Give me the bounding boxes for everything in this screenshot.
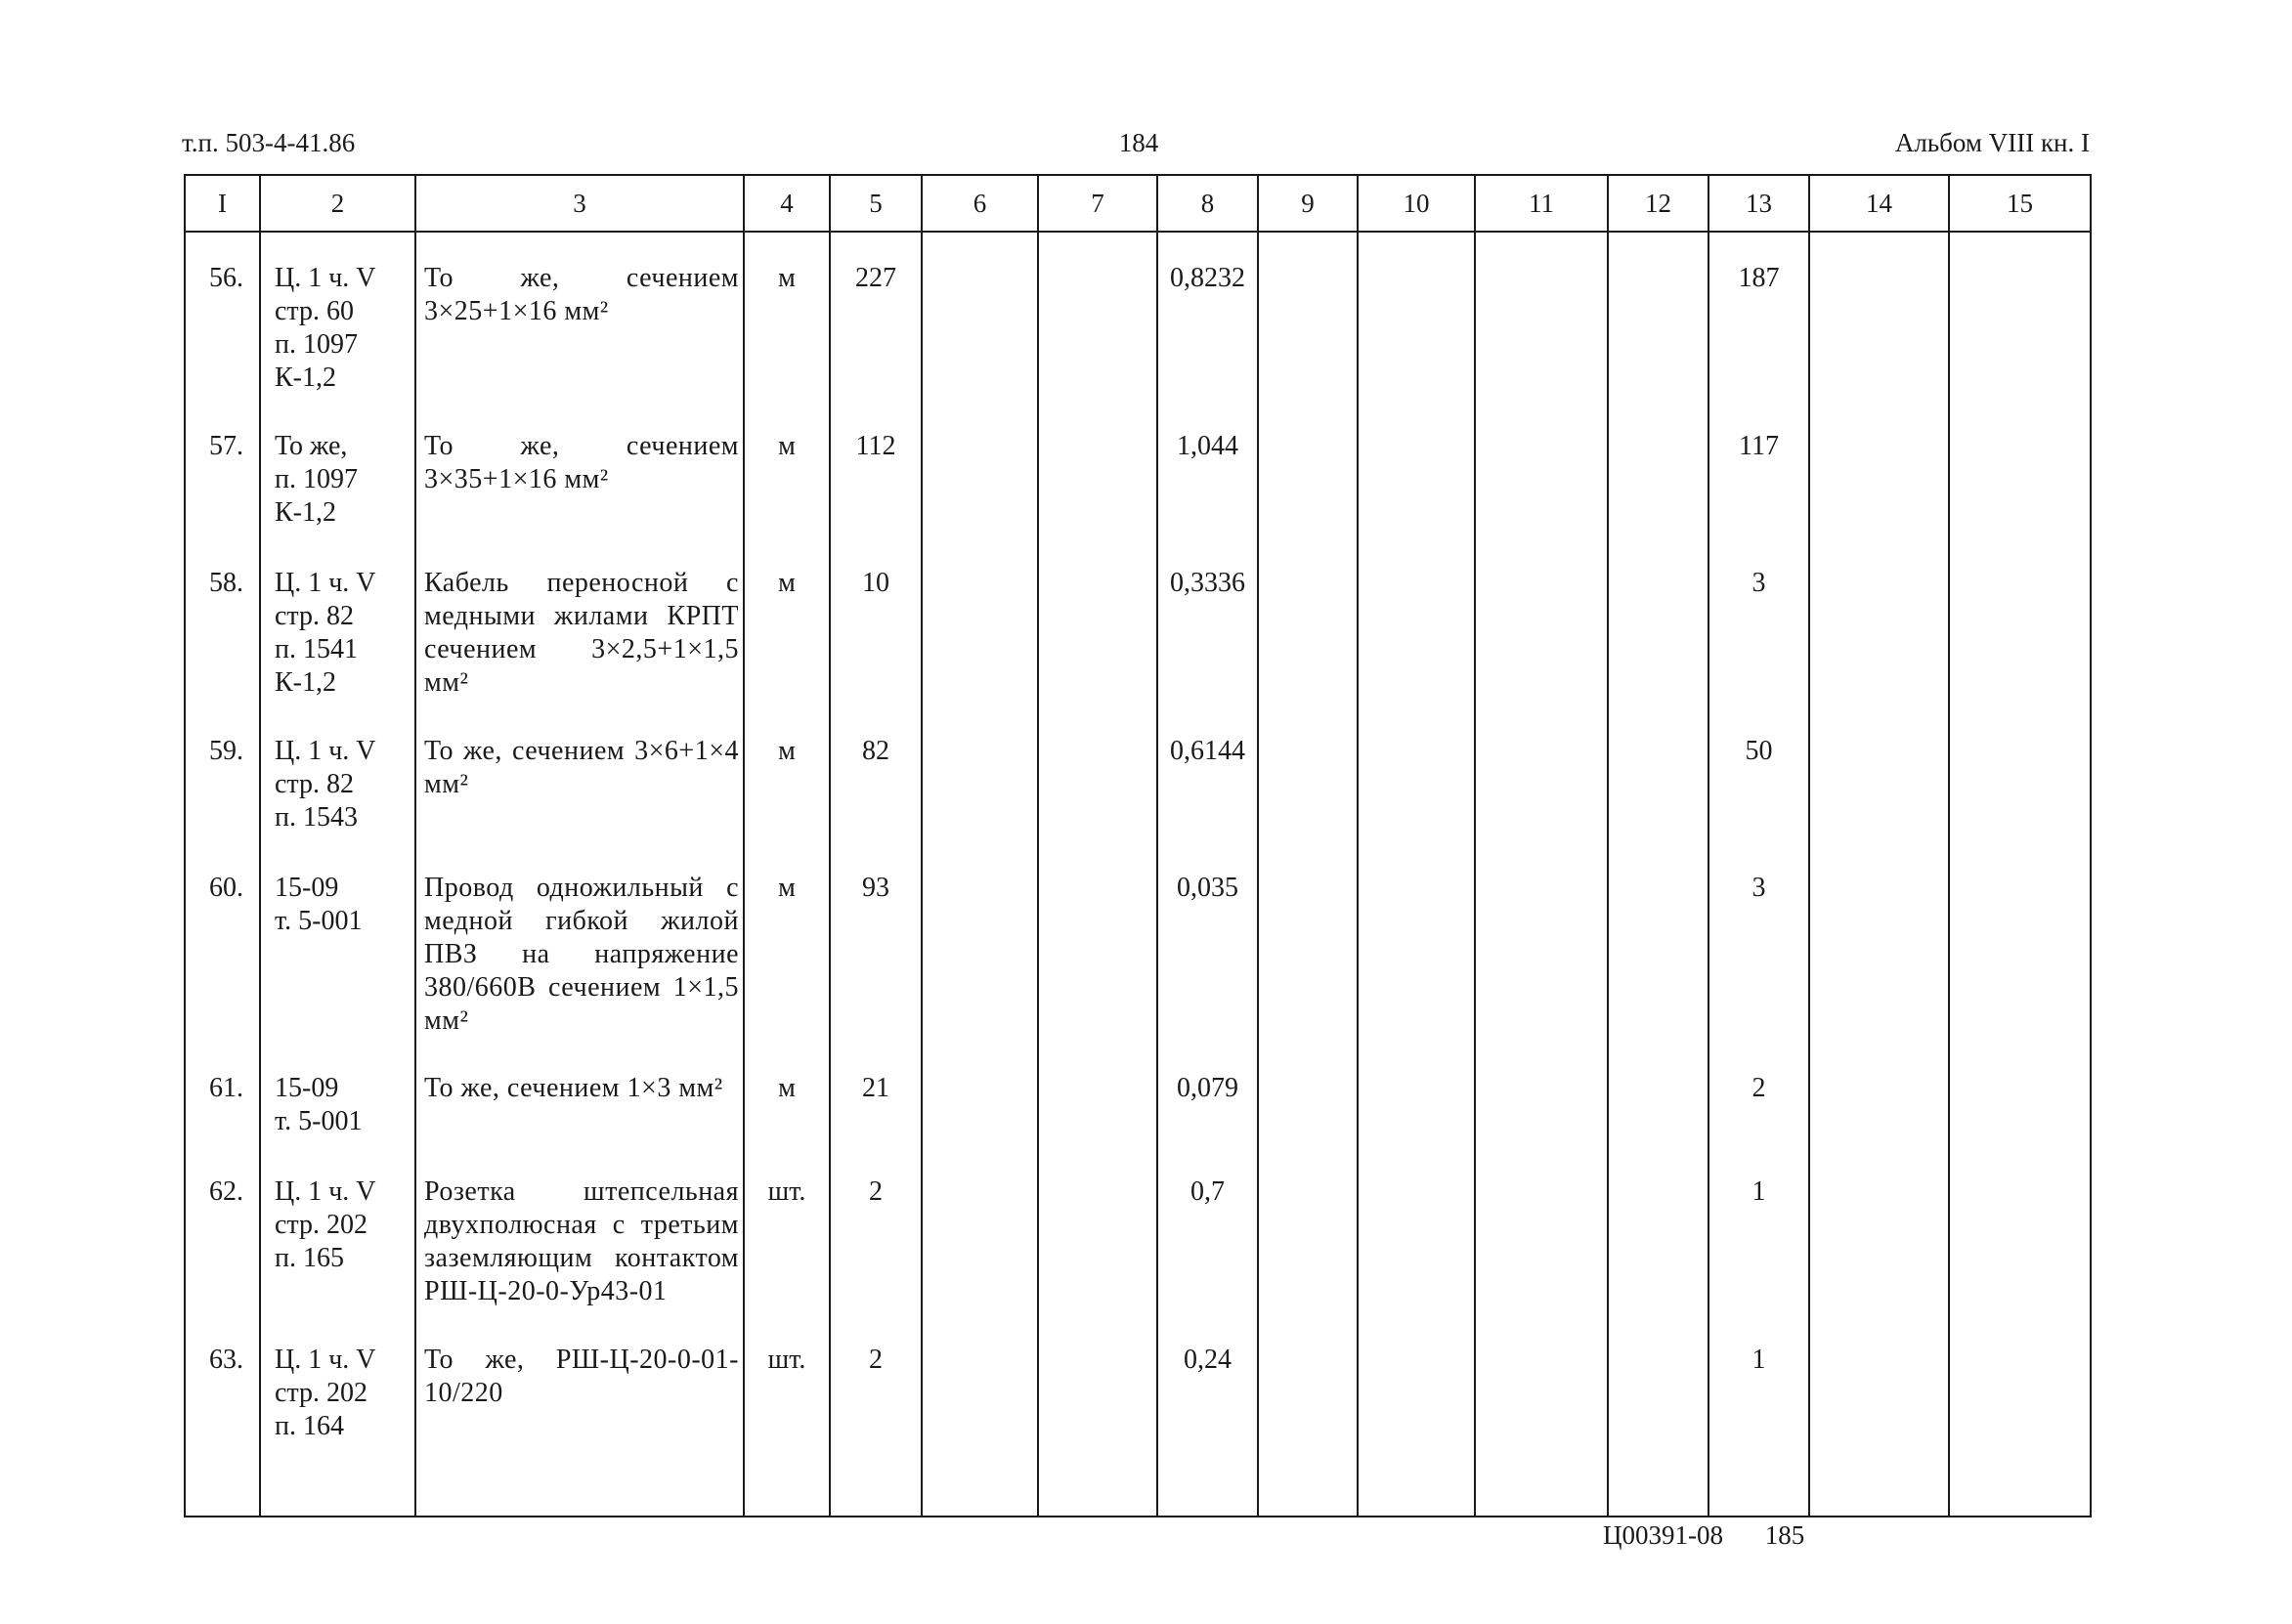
row-quantity: 2 bbox=[869, 1345, 883, 1375]
empty-cell bbox=[1608, 1146, 1708, 1314]
row-description-cell bbox=[415, 842, 744, 1043]
empty-cell bbox=[1475, 842, 1608, 1043]
row-description: Кабель переносной с медными жилами КРПТ сечением 3×2,5+1×1,5 мм² bbox=[424, 568, 739, 698]
empty-cell bbox=[1949, 1461, 2091, 1517]
row-number: 60. bbox=[209, 873, 243, 903]
row-number-cell bbox=[185, 705, 260, 842]
empty-cell bbox=[1358, 705, 1475, 842]
row-unit: м bbox=[778, 431, 796, 461]
row-col8-value-cell bbox=[1157, 401, 1258, 537]
row-description: То же, РШ-Ц-20-0-01-10/220 bbox=[424, 1345, 739, 1408]
row-number-cell bbox=[185, 842, 260, 1043]
row-col13-value-cell bbox=[1708, 1314, 1809, 1461]
empty-cell bbox=[1258, 705, 1358, 842]
row-unit: м bbox=[778, 736, 796, 766]
row-description-cell bbox=[415, 537, 744, 705]
table-row bbox=[185, 1043, 2091, 1146]
column-header: 6 bbox=[922, 175, 1038, 232]
empty-cell bbox=[1608, 401, 1708, 537]
row-col8-value-cell bbox=[1157, 1043, 1258, 1146]
empty-cell bbox=[1258, 401, 1358, 537]
empty-cell bbox=[1608, 842, 1708, 1043]
row-description-cell bbox=[415, 705, 744, 842]
row-col8-value: 0,8232 bbox=[1170, 263, 1245, 293]
row-col8-value: 0,24 bbox=[1184, 1345, 1232, 1375]
column-header: 15 bbox=[1949, 175, 2091, 232]
row-description-cell bbox=[415, 232, 744, 401]
row-col8-value-cell bbox=[1157, 1314, 1258, 1461]
row-unit-cell bbox=[744, 401, 830, 537]
row-col8-value-cell bbox=[1157, 232, 1258, 401]
empty-cell bbox=[1809, 401, 1949, 537]
empty-cell bbox=[1475, 401, 1608, 537]
row-unit: шт. bbox=[767, 1345, 806, 1375]
empty-cell bbox=[922, 705, 1038, 842]
row-reference-cell bbox=[260, 537, 415, 705]
empty-cell bbox=[1038, 1146, 1157, 1314]
row-reference: Ц. 1 ч. V стр. 202 п. 164 bbox=[275, 1345, 376, 1441]
empty-cell bbox=[1475, 1314, 1608, 1461]
empty-cell bbox=[1038, 1043, 1157, 1146]
row-unit-cell bbox=[744, 1146, 830, 1314]
column-header: 7 bbox=[1038, 175, 1157, 232]
empty-cell bbox=[922, 842, 1038, 1043]
empty-cell bbox=[922, 401, 1038, 537]
row-col13-value-cell bbox=[1708, 705, 1809, 842]
empty-cell bbox=[1358, 1043, 1475, 1146]
row-number: 63. bbox=[209, 1345, 243, 1375]
table-bottom-spacer bbox=[185, 1461, 2091, 1517]
empty-cell bbox=[1038, 537, 1157, 705]
row-description-cell bbox=[415, 401, 744, 537]
empty-cell bbox=[922, 1146, 1038, 1314]
row-unit-cell bbox=[744, 842, 830, 1043]
row-description-cell bbox=[415, 1314, 744, 1461]
column-header: I bbox=[185, 175, 260, 232]
empty-cell bbox=[1608, 232, 1708, 401]
empty-cell bbox=[1157, 1461, 1258, 1517]
row-description: То же, сечением 3×25+1×16 мм² bbox=[424, 263, 739, 326]
empty-cell bbox=[1358, 401, 1475, 537]
footer-code: Ц00391-08 bbox=[1603, 1520, 1723, 1550]
footer bbox=[1603, 1519, 1804, 1551]
row-col13-value: 1 bbox=[1751, 1345, 1766, 1375]
empty-cell bbox=[1949, 232, 2091, 401]
empty-cell bbox=[1809, 842, 1949, 1043]
empty-cell bbox=[1358, 537, 1475, 705]
empty-cell bbox=[1258, 1314, 1358, 1461]
table-row bbox=[185, 1146, 2091, 1314]
header-page-number: 184 bbox=[1118, 128, 1159, 157]
row-number-cell bbox=[185, 537, 260, 705]
row-quantity-cell bbox=[830, 1043, 922, 1146]
row-number: 61. bbox=[209, 1073, 243, 1103]
row-reference-cell bbox=[260, 705, 415, 842]
row-unit-cell bbox=[744, 232, 830, 401]
row-description: То же, сечением 3×35+1×16 мм² bbox=[424, 431, 739, 494]
empty-cell bbox=[1038, 705, 1157, 842]
row-quantity-cell bbox=[830, 1314, 922, 1461]
empty-cell bbox=[1809, 1146, 1949, 1314]
row-number-cell bbox=[185, 232, 260, 401]
row-quantity: 2 bbox=[869, 1176, 883, 1207]
row-description: Розетка штепсельная двухполюсная с третьим заземляющим контактом РШ-Ц-20-0-Ур43-01 bbox=[424, 1176, 739, 1306]
row-reference: То же, п. 1097 К-1,2 bbox=[275, 431, 358, 528]
estimate-table bbox=[184, 174, 2092, 1517]
table-row bbox=[185, 842, 2091, 1043]
column-header: 8 bbox=[1157, 175, 1258, 232]
empty-cell bbox=[1358, 1461, 1475, 1517]
row-col8-value-cell bbox=[1157, 705, 1258, 842]
row-quantity: 82 bbox=[862, 736, 889, 766]
row-quantity: 21 bbox=[862, 1073, 889, 1103]
empty-cell bbox=[1475, 537, 1608, 705]
row-col8-value-cell bbox=[1157, 842, 1258, 1043]
column-header: 4 bbox=[744, 175, 830, 232]
empty-cell bbox=[1949, 537, 2091, 705]
empty-cell bbox=[922, 537, 1038, 705]
column-header: 12 bbox=[1608, 175, 1708, 232]
row-unit-cell bbox=[744, 705, 830, 842]
empty-cell bbox=[1949, 842, 2091, 1043]
row-number: 62. bbox=[209, 1176, 243, 1207]
row-number-cell bbox=[185, 1043, 260, 1146]
column-header: 10 bbox=[1358, 175, 1475, 232]
empty-cell bbox=[1949, 705, 2091, 842]
row-reference-cell bbox=[260, 1043, 415, 1146]
row-description-cell bbox=[415, 1043, 744, 1146]
column-header: 2 bbox=[260, 175, 415, 232]
column-header: 3 bbox=[415, 175, 744, 232]
row-reference-cell bbox=[260, 1314, 415, 1461]
empty-cell bbox=[1809, 705, 1949, 842]
row-reference-cell bbox=[260, 842, 415, 1043]
column-header: 14 bbox=[1809, 175, 1949, 232]
row-col13-value: 2 bbox=[1751, 1073, 1766, 1103]
empty-cell bbox=[1358, 232, 1475, 401]
row-description: То же, сечением 1×3 мм² bbox=[424, 1073, 723, 1103]
table-row bbox=[185, 1314, 2091, 1461]
empty-cell bbox=[1358, 1146, 1475, 1314]
table-row bbox=[185, 705, 2091, 842]
row-col13-value: 50 bbox=[1745, 736, 1773, 766]
empty-cell bbox=[1038, 842, 1157, 1043]
row-reference-cell bbox=[260, 1146, 415, 1314]
row-number-cell bbox=[185, 1146, 260, 1314]
table-header bbox=[185, 175, 2091, 232]
row-quantity-cell bbox=[830, 1146, 922, 1314]
column-header: 11 bbox=[1475, 175, 1608, 232]
empty-cell bbox=[922, 1043, 1038, 1146]
row-unit-cell bbox=[744, 537, 830, 705]
empty-cell bbox=[1809, 1043, 1949, 1146]
footer-page-number: 185 bbox=[1764, 1520, 1805, 1550]
row-number-cell bbox=[185, 1314, 260, 1461]
column-header: 9 bbox=[1258, 175, 1358, 232]
row-description-cell bbox=[415, 1146, 744, 1314]
row-col13-value: 1 bbox=[1751, 1176, 1766, 1207]
row-unit: м bbox=[778, 263, 796, 293]
row-reference: Ц. 1 ч. V стр. 202 п. 165 bbox=[275, 1176, 376, 1273]
row-col13-value: 187 bbox=[1738, 263, 1780, 293]
empty-cell bbox=[1038, 232, 1157, 401]
row-col8-value: 0,035 bbox=[1177, 873, 1238, 903]
row-col13-value-cell bbox=[1708, 232, 1809, 401]
empty-cell bbox=[1608, 1314, 1708, 1461]
row-reference: Ц. 1 ч. V стр. 60 п. 1097 К-1,2 bbox=[275, 263, 376, 393]
empty-cell bbox=[1949, 1314, 2091, 1461]
empty-cell bbox=[1038, 1314, 1157, 1461]
empty-cell bbox=[1258, 1043, 1358, 1146]
empty-cell bbox=[1809, 1461, 1949, 1517]
row-col8-value: 0,6144 bbox=[1170, 736, 1245, 766]
row-quantity: 10 bbox=[862, 568, 889, 598]
row-reference-cell bbox=[260, 401, 415, 537]
empty-cell bbox=[922, 1314, 1038, 1461]
row-description: Провод одножильный с медной гибкой жилой ПВЗ на напряжение 380/660В сечением 1×1,5 мм² bbox=[424, 873, 739, 1036]
row-quantity-cell bbox=[830, 705, 922, 842]
row-col13-value: 3 bbox=[1751, 568, 1766, 598]
row-col8-value: 1,044 bbox=[1177, 431, 1238, 461]
table-row bbox=[185, 232, 2091, 401]
empty-cell bbox=[1038, 1461, 1157, 1517]
row-col8-value: 0,3336 bbox=[1170, 568, 1245, 598]
row-number: 57. bbox=[209, 431, 243, 461]
empty-cell bbox=[1258, 1146, 1358, 1314]
empty-cell bbox=[1949, 1043, 2091, 1146]
empty-cell bbox=[1949, 401, 2091, 537]
empty-cell bbox=[1258, 842, 1358, 1043]
empty-cell bbox=[1708, 1461, 1809, 1517]
row-number-cell bbox=[185, 401, 260, 537]
row-reference: 15-09 т. 5-001 bbox=[275, 1073, 363, 1136]
empty-cell bbox=[922, 1461, 1038, 1517]
empty-cell bbox=[1809, 232, 1949, 401]
empty-cell bbox=[1358, 842, 1475, 1043]
row-col8-value-cell bbox=[1157, 537, 1258, 705]
row-reference: Ц. 1 ч. V стр. 82 п. 1543 bbox=[275, 736, 376, 833]
row-quantity-cell bbox=[830, 401, 922, 537]
empty-cell bbox=[1608, 1043, 1708, 1146]
table-row bbox=[185, 401, 2091, 537]
row-quantity: 112 bbox=[855, 431, 896, 461]
column-header: 5 bbox=[830, 175, 922, 232]
row-unit: шт. bbox=[767, 1176, 806, 1207]
row-unit-cell bbox=[744, 1043, 830, 1146]
row-quantity-cell bbox=[830, 842, 922, 1043]
empty-cell bbox=[185, 1461, 260, 1517]
empty-cell bbox=[1038, 401, 1157, 537]
row-quantity-cell bbox=[830, 537, 922, 705]
row-col13-value-cell bbox=[1708, 537, 1809, 705]
header-album-title: Альбом VIII кн. I bbox=[1894, 128, 2090, 157]
row-number: 58. bbox=[209, 568, 243, 598]
row-reference-cell bbox=[260, 232, 415, 401]
header-document-code: т.п. 503-4-41.86 bbox=[182, 128, 356, 157]
row-unit: м bbox=[778, 873, 796, 903]
row-col13-value-cell bbox=[1708, 1146, 1809, 1314]
row-quantity-cell bbox=[830, 232, 922, 401]
row-number: 56. bbox=[209, 263, 243, 293]
row-col13-value: 3 bbox=[1751, 873, 1766, 903]
row-unit-cell bbox=[744, 1314, 830, 1461]
row-col13-value: 117 bbox=[1739, 431, 1779, 461]
row-reference: 15-09 т. 5-001 bbox=[275, 873, 363, 936]
row-description: То же, сечением 3×6+1×4 мм² bbox=[424, 736, 739, 799]
empty-cell bbox=[1475, 705, 1608, 842]
empty-cell bbox=[1475, 232, 1608, 401]
empty-cell bbox=[1608, 705, 1708, 842]
empty-cell bbox=[1475, 1043, 1608, 1146]
row-col8-value-cell bbox=[1157, 1146, 1258, 1314]
row-quantity: 93 bbox=[862, 873, 889, 903]
row-col13-value-cell bbox=[1708, 1043, 1809, 1146]
empty-cell bbox=[260, 1461, 415, 1517]
table-row bbox=[185, 537, 2091, 705]
empty-cell bbox=[1258, 537, 1358, 705]
column-header: 13 bbox=[1708, 175, 1809, 232]
empty-cell bbox=[922, 232, 1038, 401]
empty-cell bbox=[830, 1461, 922, 1517]
empty-cell bbox=[1258, 1461, 1358, 1517]
row-col13-value-cell bbox=[1708, 842, 1809, 1043]
empty-cell bbox=[1475, 1461, 1608, 1517]
empty-cell bbox=[1258, 232, 1358, 401]
empty-cell bbox=[744, 1461, 830, 1517]
empty-cell bbox=[1809, 537, 1949, 705]
row-number: 59. bbox=[209, 736, 243, 766]
empty-cell bbox=[415, 1461, 744, 1517]
row-col8-value: 0,079 bbox=[1177, 1073, 1238, 1103]
row-col8-value: 0,7 bbox=[1190, 1176, 1225, 1207]
empty-cell bbox=[1358, 1314, 1475, 1461]
table-body bbox=[185, 232, 2091, 1517]
row-reference: Ц. 1 ч. V стр. 82 п. 1541 К-1,2 bbox=[275, 568, 376, 698]
row-col13-value-cell bbox=[1708, 401, 1809, 537]
empty-cell bbox=[1949, 1146, 2091, 1314]
empty-cell bbox=[1475, 1146, 1608, 1314]
empty-cell bbox=[1608, 537, 1708, 705]
empty-cell bbox=[1809, 1314, 1949, 1461]
empty-cell bbox=[1608, 1461, 1708, 1517]
row-unit: м bbox=[778, 568, 796, 598]
row-quantity: 227 bbox=[855, 263, 896, 293]
row-unit: м bbox=[778, 1073, 796, 1103]
